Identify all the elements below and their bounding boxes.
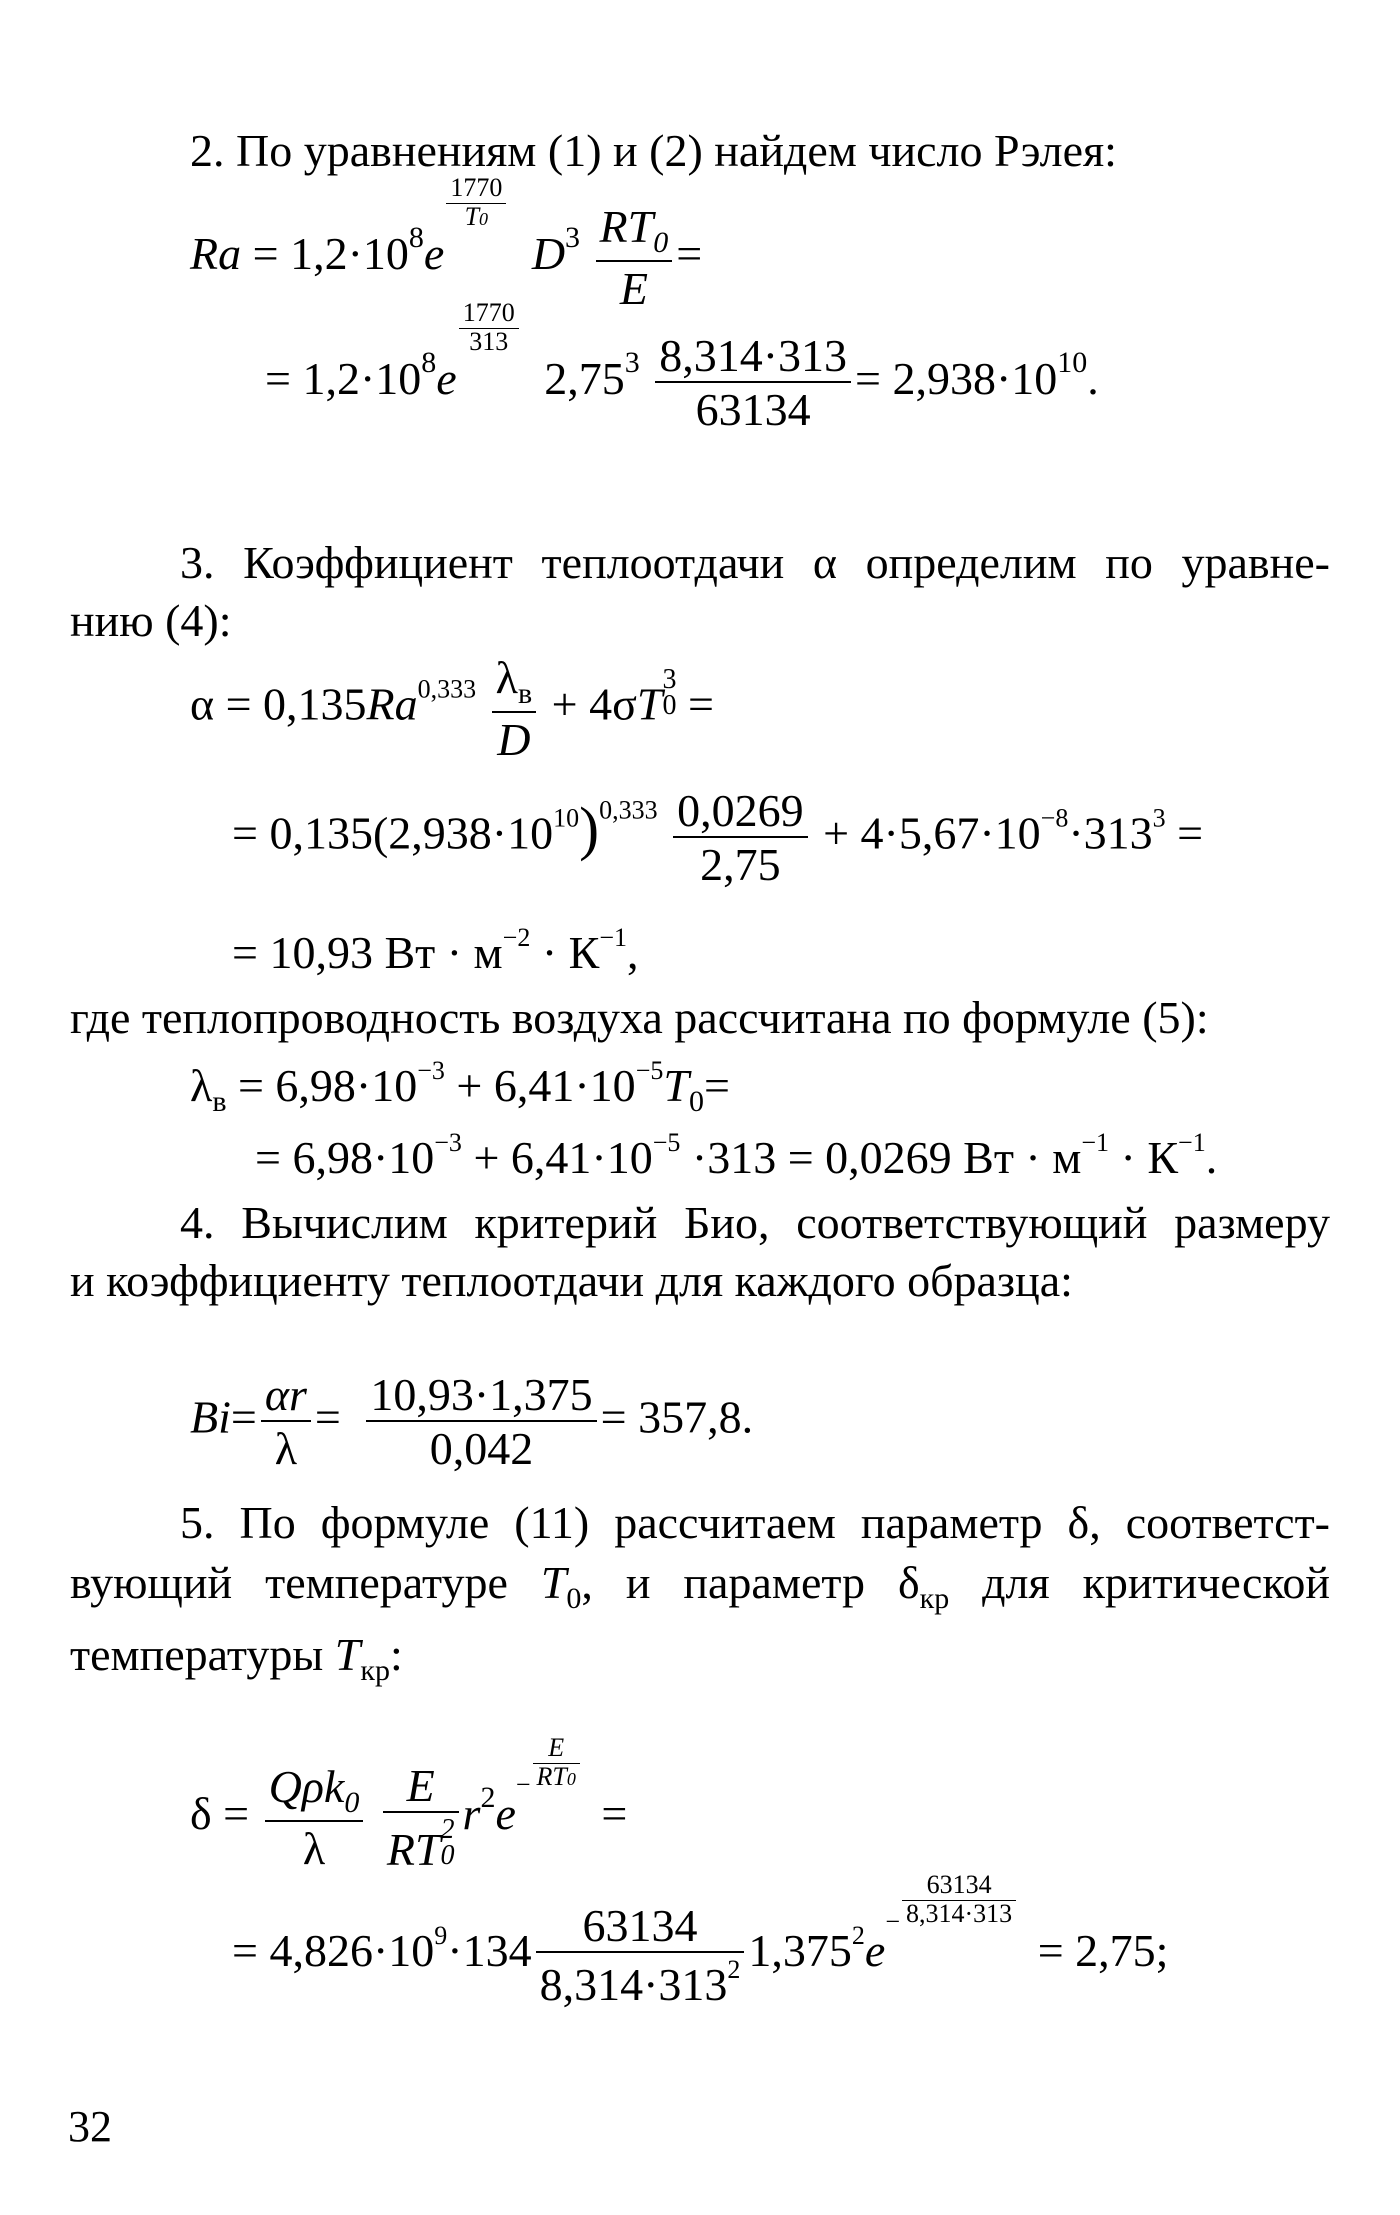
step2-heading: 2. По уравнениям (1) и (2) найдем число Рэлея: [190,125,1117,176]
line2-result-exp: 10 [1057,346,1088,379]
line2-exponent-fraction [459,300,519,355]
rayleigh-formula [190,173,703,315]
rt-text: RT [599,201,654,253]
lam2-e3: −1 [1081,1128,1110,1157]
delta-f2-den [383,1813,459,1876]
r-symbol: r [462,1788,481,1839]
d-symbol: D [531,228,566,279]
delta-formula [190,1735,627,1874]
lam2-c: ·313 = 0,0269 Вт · м [680,1132,1082,1183]
euler-e: e [436,353,457,404]
t-sub: 0 [662,689,677,721]
lambda-over-d [492,652,536,765]
line2-base: 2,75 [544,353,625,404]
l2-close-paren: ) [579,795,600,862]
s5l3-a: температуры [70,1629,324,1680]
dl2-mid: ·134 [447,1925,532,1976]
l3-value: = 10,93 Вт · м [232,927,503,978]
delta-fraction2 [383,1760,459,1876]
lambda-formula [190,1058,730,1117]
lambda-symbol: λ [495,652,518,703]
step5-text-line3 [70,1629,403,1687]
rt-over-e-fraction [596,201,673,315]
bi-fraction2 [366,1369,596,1474]
dl2-base: 1,375 [748,1925,852,1976]
exp-den [533,1764,580,1790]
rt-sub: 0 [653,226,669,260]
ra-exponent: 0,333 [417,674,477,704]
delta-f1-num [265,1761,364,1822]
plus-4sigma: + 4σ [551,678,637,730]
lam2-d: · К [1109,1132,1179,1183]
bi-symbol: Bi [190,1391,231,1443]
l2-exponent: 0,333 [599,795,658,825]
exponent-fraction [446,175,506,230]
line2-frac-num: 8,314·313 [655,333,851,383]
lambda-e1: −3 [417,1056,445,1085]
bi-f2-num: 10,93·1,375 [366,1372,596,1422]
alpha-end: = [687,678,714,730]
s5l3-sub: кр [360,1654,390,1687]
l2-mid2: ·313 [1068,807,1153,859]
dl2-den-exp: 2 [727,1954,741,1984]
lambda-symbol: λ [190,1060,213,1111]
t-scripts [662,664,677,721]
dl2-eexp-num: 63134 [902,1872,1016,1901]
dl2-end: = 2,75; [1037,1925,1169,1976]
coefficient: 1,2·10 [290,228,409,279]
l2-end: = [1177,807,1204,859]
alpha-numeric [232,785,1204,890]
s5l2-t: T [540,1557,567,1608]
lambda-sub: в [212,1085,227,1118]
lambda-numerator [492,652,536,713]
l2-frac-den: 2,75 [700,839,781,890]
exp-sign: − [515,1770,531,1799]
euler-e: e [495,1788,516,1839]
step5-text-line1: 5. По формуле (11) рассчитаем параметр δ, соответст- [180,1497,1330,1548]
dl2-fraction [536,1899,745,2010]
l2-mid: + 4·5,67·10 [823,807,1041,859]
d-denominator: D [497,714,531,765]
exp-den-rt: RT [536,1762,567,1791]
delta-f1-den: λ [302,1823,326,1875]
lambda-numeric [255,1130,1217,1181]
alpha-formula [190,652,714,765]
line2-lead: = 1,2·10 [265,353,422,404]
lam2-end: . [1205,1132,1218,1183]
line2-base-exp: 3 [624,346,640,379]
delta-lhs: δ = [190,1788,250,1839]
s5l2-a: вующий температуре [70,1557,508,1608]
euler-e: e [423,228,445,279]
alpha-lead: α = 0,135 [190,678,367,730]
step3-text-line2: нию (4): [70,595,232,646]
lambda-t: T [663,1060,689,1111]
bi-f1-den: λ [274,1423,298,1474]
exponent-numerator: 1770 [446,175,506,204]
step3-text-line1: 3. Коэффициент теплоотдачи α определим по уравне- [180,537,1330,588]
s5l3-t: T [334,1629,361,1680]
s5l2-b: , и параметр δ [581,1557,920,1608]
qpk-sub: 0 [344,1786,360,1820]
dl2-eexp-den: 8,314·313 [906,1899,1013,1928]
rt-sub: 0 [440,1839,455,1871]
delta-f2-num: E [383,1763,459,1813]
l2-frac-num: 0,0269 [673,788,808,838]
bi-f2-den: 0,042 [429,1423,534,1474]
fraction-numerator [596,201,673,262]
delta-end: = [601,1788,628,1839]
lam2-b: + 6,41·10 [461,1132,653,1183]
lambda-end: = [703,1060,730,1111]
delta-numeric [232,1872,1168,2008]
rt-text: RT [386,1824,441,1876]
lambda-e2: −5 [635,1056,664,1085]
ra-symbol: Ra [366,678,418,730]
lam2-e2: −5 [652,1128,681,1157]
exponent-denominator [446,204,506,230]
l3-exp1: −2 [502,923,531,952]
coefficient-exponent: 8 [408,221,424,254]
lambda-tsub: 0 [688,1085,704,1118]
r-exp: 2 [480,1781,496,1814]
exponent-denominator-t: T [464,202,480,231]
dl2-lead: = 4,826·10 [232,1925,435,1976]
qpk: Qρk [268,1761,345,1813]
line2-coef-exp: 8 [421,346,437,379]
delta-fraction1 [265,1761,364,1875]
where-text: где теплопроводность воздуха рассчитана по формуле (5): [70,992,1209,1043]
t-symbol: T [636,678,663,730]
rt-sup: 2 [440,1814,455,1846]
rayleigh-numeric [265,298,1099,436]
dl2-exp-fraction [902,1872,1016,1927]
t-sup: 3 [662,664,677,696]
line2-fraction [655,330,851,436]
ra-symbol: Ra [190,228,242,279]
line2-result: = 2,938·10 [855,353,1058,404]
line2-exp-denominator: 313 [469,327,509,356]
line2-frac-den: 63134 [695,384,811,436]
dl2-base-exp: 2 [851,1921,865,1950]
lam2-a: = 6,98·10 [255,1132,435,1183]
step4-text-line1: 4. Вычислим критерий Био, соответствующий размеру [180,1197,1330,1248]
l2-fraction [673,785,808,890]
dl2-e: e [864,1925,886,1976]
step5-text-line2 [70,1557,1330,1615]
bi-result: = 357,8. [600,1391,754,1443]
lambda-mid: + 6,41·10 [444,1060,636,1111]
equals-sign: = [252,228,279,279]
dl2-exp-sign: − [885,1907,901,1936]
alpha-result [232,925,639,976]
s5l2-tsub: 0 [566,1582,582,1615]
step4-text-line2: и коэффициенту теплоотдачи для каждого образца: [70,1255,1073,1306]
exp-num: E [533,1735,580,1764]
bi-fraction1 [261,1369,311,1474]
dl2-frac-den [536,1953,745,2008]
line2-exp-numerator: 1770 [459,300,519,329]
s5l2-c: для критической [982,1557,1330,1608]
dl2-exp: 9 [434,1921,448,1950]
l3-k: · К [530,927,600,978]
l2-lead: = 0,135(2,938·10 [232,807,554,859]
delta-exp-fraction [533,1735,580,1790]
bi-eq2: = [314,1391,341,1443]
line2-end: . [1087,353,1099,404]
exponent-denominator-sub: 0 [479,209,489,229]
rt-scripts [440,1814,455,1871]
page-number: 32 [68,2102,112,2151]
exp-den-sub: 0 [566,1769,576,1789]
trailing-equals: = [676,228,703,279]
bi-eq1: = [230,1391,257,1443]
lambda-rest: = 6,98·10 [226,1060,418,1111]
lam2-e1: −3 [434,1128,462,1157]
fraction-denominator: E [619,263,648,315]
l2-mid-exp: −8 [1040,803,1069,833]
bi-f1-num [261,1369,311,1422]
dl2-den-text: 8,314·313 [539,1958,728,2010]
l3-exp2: −1 [599,923,627,952]
biot-formula [190,1369,754,1474]
dl2-frac-num: 63134 [536,1903,745,1953]
l2-exp10: 10 [553,803,580,833]
lam2-e4: −1 [1178,1128,1206,1157]
alpha-r: αr [264,1369,307,1420]
d-exponent: 3 [565,221,581,254]
l3-end: , [627,927,639,978]
s5l2-sub: кр [919,1582,950,1615]
s5l3-end: : [389,1629,403,1680]
lambda-sub: в [517,677,533,710]
l2-mid2-exp: 3 [1152,803,1166,833]
